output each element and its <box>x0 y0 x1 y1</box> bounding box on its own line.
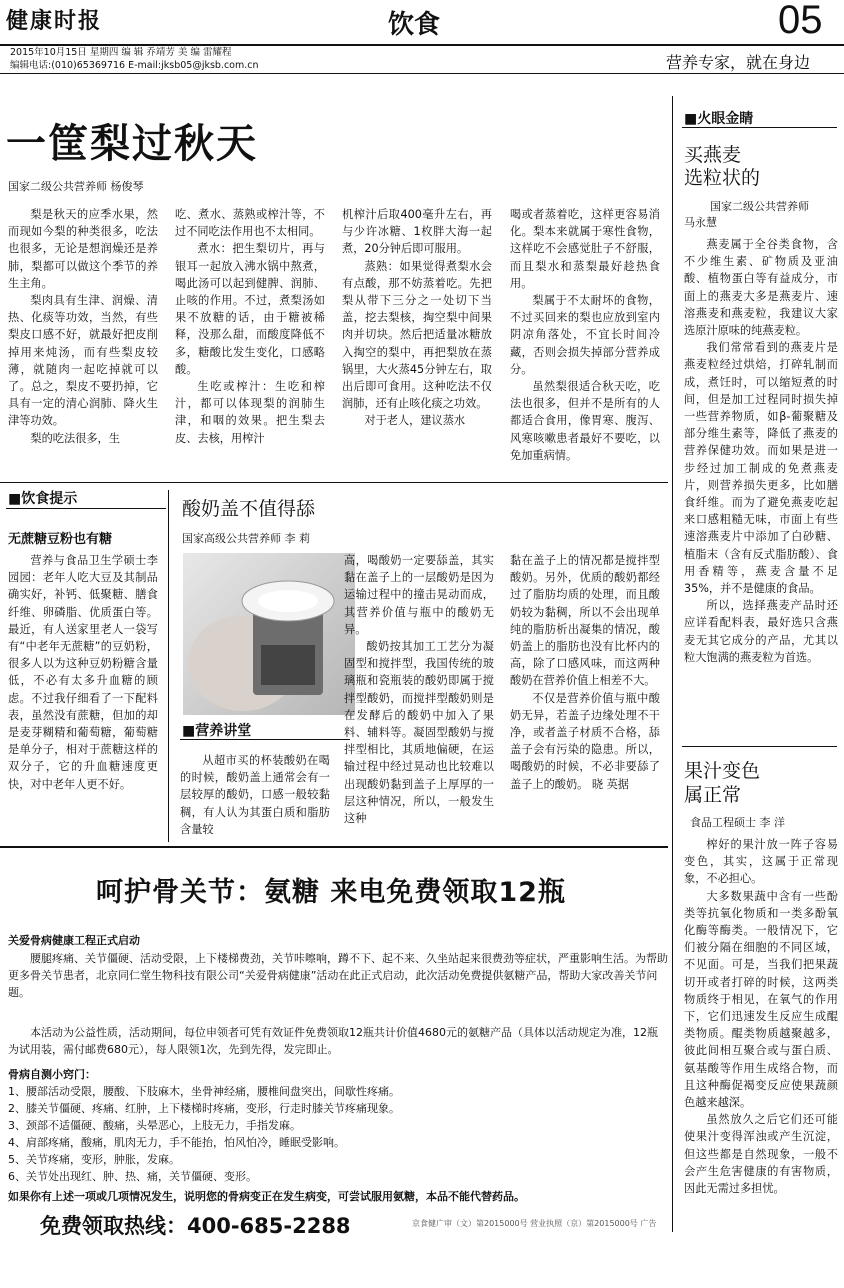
newspaper-logo: 健康时报 <box>6 8 103 34</box>
contact-meta: 编辑电话:(010)65369716 E-mail:jksb05@jksb.com.cn <box>10 60 259 71</box>
tips-body <box>8 552 158 793</box>
sidebar-divider <box>672 96 673 1232</box>
ad-warning: 如果你有上述一项或几项情况发生，说明您的骨病变正在发生病变，可尝试服用氨糖，本品不能代替药品。 <box>8 1190 525 1203</box>
paragraph: 梨属于不太耐坏的食物，不过买回来的梨也应放到室内阴凉角落处，不宜长时间冷藏，否则会损失掉部分营养成分。 <box>510 294 660 376</box>
quiz-item: 3、颈部不适僵硬、酸痛，头晕恶心，上肢无力，手指发麻。 <box>8 1119 301 1132</box>
yogurt-col-2 <box>344 552 494 827</box>
issue-meta: 2015年10月15日 星期四 编 辑 乔靖芳 美 编 雷耀程 <box>10 47 232 58</box>
sidebar-separator <box>682 746 837 747</box>
paragraph: 煮水：把生梨切片，再与银耳一起放入沸水锅中熬煮，喝此汤可以起到健脾、润肺、止咳的作用。不过，煮梨汤如果不放糖的话，由于糖被稀释，没那么甜，而酸度降低不多，糖酸比发生变化，口感略酸。 <box>175 242 325 376</box>
paragraph: 我们常常看到的燕麦片是燕麦粒经过烘焙，打碎轧制而成，煮饪时，可以缩短煮的时间，但是加工过程同时损失掉一些营养物质，如β-葡聚糖及部分维生素等，降低了燕麦的营养保健功效。而如果是进一步经过加工制成的免煮燕麦片，则营养损失更多，比如膳食纤维。而为了避免燕麦吃起来口感粗糙无味，市面上有些速溶燕麦片中添加了白砂糖、植脂末（含有反式脂肪酸）、食用香精等，燕麦含量不足35%，并不是健康的食品。 <box>684 341 838 596</box>
paragraph: 高，喝酸奶一定要舔盖，其实黏在盖子上的一层酸奶是因为运输过程中的撞击晃动而成，其营养价值与瓶中的酸奶无异。 <box>344 554 494 636</box>
main-article-col-2 <box>175 206 325 447</box>
paragraph: 酸奶按其加工工艺分为凝固型和搅拌型，我国传统的玻璃瓶和瓷瓶装的酸奶即属于搅拌型酸奶，而搅拌型酸奶则是在发酵后的酸奶中加入了果料、辅料等。凝固型酸奶与搅拌型相比，其质地偏硬，在运输过程中经过晃动也比较难以出现酸奶黏到盖子上厚厚的一层这种情况，所以，一般发生这种 <box>344 640 494 826</box>
ad-body-1: 腰腿疼痛、关节僵硬、活动受限，上下楼梯费劲，关节咔嚓响，蹲不下、起不来、久坐站起来很费劲等症状，严重影响生活。为帮助更多骨关节患者，北京同仁堂生物科技有限公司“关爱骨病健康”活动在此正式启动，此次活动免费提供氨糖产品，帮助大家改善关节问题。 <box>8 952 668 999</box>
paragraph: 不仅是营养价值与瓶中酸奶无异，若盖子边缘处理不干净，或者盖子材质不合格，舔盖子会有污染的隐患。所以，喝酸奶的时候，不必非要舔了盖子上的酸奶。 晓 英据 <box>510 691 660 791</box>
ad-quiz-list <box>8 1083 668 1185</box>
ad-fineprint: 京食健广审（文）第2015000号 营业执照（京）第2015000号 广告 <box>412 1219 657 1228</box>
paragraph: 虽然梨很适合秋天吃，吃法也很多，但并不是所有的人都适合食用，像胃寒、腹泻、风寒咳嗽患者最好不要吃，以免加重病情。 <box>510 380 660 462</box>
sidebar-heading-rule <box>682 127 837 128</box>
oat-article-body <box>684 236 838 666</box>
ad-headline: 呵护骨关节：氨糖 来电免费领取12瓶 <box>96 877 566 908</box>
yogurt-cup-photo <box>183 553 355 715</box>
quiz-item: 1、腰部活动受限，腰酸、下肢麻木，坐骨神经痛，腰椎间盘突出，间歇性疼痛。 <box>8 1085 400 1098</box>
paragraph: 梨是秋天的应季水果，然而现如今梨的种类很多，吃法也很多，无论是想润燥还是养肺，梨都可以做这个季节的养生主角。 <box>8 208 158 290</box>
section-divider <box>0 482 668 483</box>
paragraph: 对于老人，建议蒸水 <box>364 414 466 428</box>
paragraph: 燕麦属于全谷类食物，含不少维生素、矿物质及亚油酸、植物蛋白等有益成分，市面上的燕麦大多是燕麦片、速溶燕麦和燕麦粒，我建议大家选原汁原味的纯燕麦粒。 <box>684 238 838 338</box>
main-article-col-3 <box>342 206 492 430</box>
main-headline: 一筐梨过秋天 <box>6 120 258 167</box>
main-article-col-4 <box>510 206 660 464</box>
quiz-item: 5、关节疼痛，变形，肿胀，发麻。 <box>8 1153 180 1166</box>
yogurt-col-1 <box>180 752 330 838</box>
paragraph: 吃、煮水、蒸熟或榨汁等，不过不同吃法作用也不太相同。 <box>175 208 325 239</box>
oat-title-line1: 买燕麦 <box>684 144 742 166</box>
sidebar-heading: ■火眼金睛 <box>684 111 754 127</box>
quiz-item: 6、关节处出现红、肿、热、痛，关节僵硬、变形。 <box>8 1170 257 1183</box>
juice-title-line2: 属正常 <box>684 784 742 806</box>
ad-top-rule <box>0 846 668 848</box>
paragraph: 所以，选择燕麦产品时还应详看配料表，最好选只含燕麦无其它成分的产品，尤其以粒大饱满的燕麦粒为首选。 <box>684 599 838 664</box>
yogurt-headline: 酸奶盖不值得舔 <box>182 498 316 520</box>
quiz-item: 2、膝关节僵硬、疼痛、红肿，上下楼梯时疼痛，变形，行走时膝关节疼痛现象。 <box>8 1102 400 1115</box>
paragraph: 虽然放久之后它们还可能使果汁变得浑浊或产生沉淀，但这些都是自然现象，一般不会产生危害健康的有害物质，因此无需过多担忧。 <box>684 1113 838 1196</box>
yogurt-col-3 <box>510 552 660 793</box>
oat-byline: 国家二级公共营养师 <box>710 200 809 213</box>
lecture-heading: ■营养讲堂 <box>182 723 252 739</box>
juice-title-line1: 果汁变色 <box>684 760 761 782</box>
tips-divider <box>168 490 169 842</box>
paragraph: 机榨汁后取400毫升左右，再与少许冰糖、1枚胖大海一起煮，20分钟后即可服用。 <box>342 208 492 256</box>
tips-heading-rule <box>6 508 166 509</box>
masthead-rule-bottom <box>0 73 844 74</box>
hand-holding-yogurt-illustration <box>183 553 355 715</box>
oat-title-line2: 选粒状的 <box>684 167 761 189</box>
main-byline: 国家二级公共营养师 杨俊琴 <box>8 180 144 193</box>
oat-byline-name: 马永慧 <box>684 216 717 229</box>
ad-hotline: 免费领取热线：400-685-2288 <box>40 1214 351 1238</box>
quiz-item: 4、肩部疼痛，酸痛，肌肉无力，手不能抬，怕风怕冷，睡眠受影响。 <box>8 1136 345 1149</box>
ad-body-2: 本活动为公益性质，活动期间，每位申领者可凭有效证件免费领取12瓶共计价值4680元的氨糖产品（具体以活动规定为准，12瓶为试用装，需付邮费680元），每人限领1次，先到先得，发完即止。 <box>8 1026 658 1056</box>
page-number: 05 <box>778 0 823 42</box>
paragraph: 大多数果蔬中含有一些酚类等抗氧化物质和一类多酚氧化酶等酶类。一般情况下，它们被分隔在细胞的不同区域，不见面。可是，当我们把果蔬切开或者打碎的时候，这两类物质终于相见，在氧气的作用下，它们迅速发生反应生成醌类物质。醌类物质越聚越多，彼此间相互聚合或与蛋白质、氨基酸等作用生成络合物，而且这种酶促褐变反应使果蔬颜色越来越深。 <box>684 889 838 1110</box>
paragraph: 蒸熟：如果觉得煮梨水会有点酸，那不妨蒸着吃。先把梨从带下三分之一处切下当盖，挖去梨核，掏空梨中间果肉并切块。然后把适量冰糖放入掏空的梨中，再把梨放在蒸锅里，大火蒸45分钟左右，取出后即可食用。这种吃法不仅润肺，还有止咳化痰之功效。 <box>342 259 492 411</box>
paragraph: 喝或者蒸着吃，这样更容易消化。梨本来就属于寒性食物，这样吃不会感觉肚子不舒服，而且梨水和蒸梨最好趁热食用。 <box>510 208 660 290</box>
yogurt-byline: 国家高级公共营养师 李 莉 <box>182 532 310 545</box>
juice-byline: 食品工程硕士 李 洋 <box>690 816 785 829</box>
main-article-col-1 <box>8 206 158 447</box>
paragraph: 生吃或榨汁：生吃和榨汁，都可以体现梨的润肺生津，和咽的效果。把生梨去皮、去核，用榨汁 <box>175 380 325 445</box>
paragraph: 黏在盖子上的情况都是搅拌型酸奶。另外，优质的酸奶都经过了脂肪均质的处理，而且酸奶较为黏稠，所以不会出现单纯的脂肪析出凝集的情况，酸奶盖上的脂肪也没有比杯内的高，除了口感风味，而这两种酸奶在营养价值上相差不大。 <box>510 554 660 688</box>
section-title: 饮食 <box>388 10 441 40</box>
ad-quiz-title: 骨病自测小窍门： <box>8 1068 96 1081</box>
lecture-heading-rule <box>180 739 350 740</box>
paragraph: 梨的吃法很多，生 <box>30 431 120 445</box>
masthead-rule <box>0 44 844 46</box>
juice-article-body <box>684 836 838 1197</box>
tips-heading: ■饮食提示 <box>8 491 78 507</box>
paragraph: 榨好的果汁放一阵子容易变色，其实，这属于正常现象，不必担心。 <box>684 838 838 886</box>
ad-subhead: 关爱骨病健康工程正式启动 <box>8 934 140 947</box>
slogan: 营养专家，就在身边 <box>666 53 811 72</box>
paragraph: 营养与食品卫生学硕士李园园：老年人吃大豆及其制品确实好，补钙、低聚糖、膳食纤维、卵磷脂、优质蛋白等。最近，有人送家里老人一袋写有“中老年无蔗糖”的豆奶粉，很多人以为这种豆奶粉糖含量低，不必有太多升血糖的顾虑。不过我仔细看了一下配料表，虽然没有蔗糖，但加的却是麦芽糊精和葡萄糖，葡萄糖是单分子，相对于蔗糖这样的双分子，它的升血糖速度更快，对中老年人更不好。 <box>8 554 158 791</box>
paragraph: 梨肉具有生津、润燥、清热、化痰等功效，当然，有些梨皮口感不好，就最好把皮削掉用来炖汤，而有些梨皮较薄，就随肉一起吃掉就可以了。总之，梨皮不要扔掉，它具有一定的清心润肺、降火生津等功效。 <box>8 294 158 428</box>
paragraph: 从超市买的杯装酸奶在喝的时候，酸奶盖上通常会有一层较厚的酸奶，口感一般较黏稠，有人认为其蛋白质和脂肪含量较 <box>180 754 330 836</box>
tips-title: 无蔗糖豆粉也有糖 <box>8 532 113 547</box>
